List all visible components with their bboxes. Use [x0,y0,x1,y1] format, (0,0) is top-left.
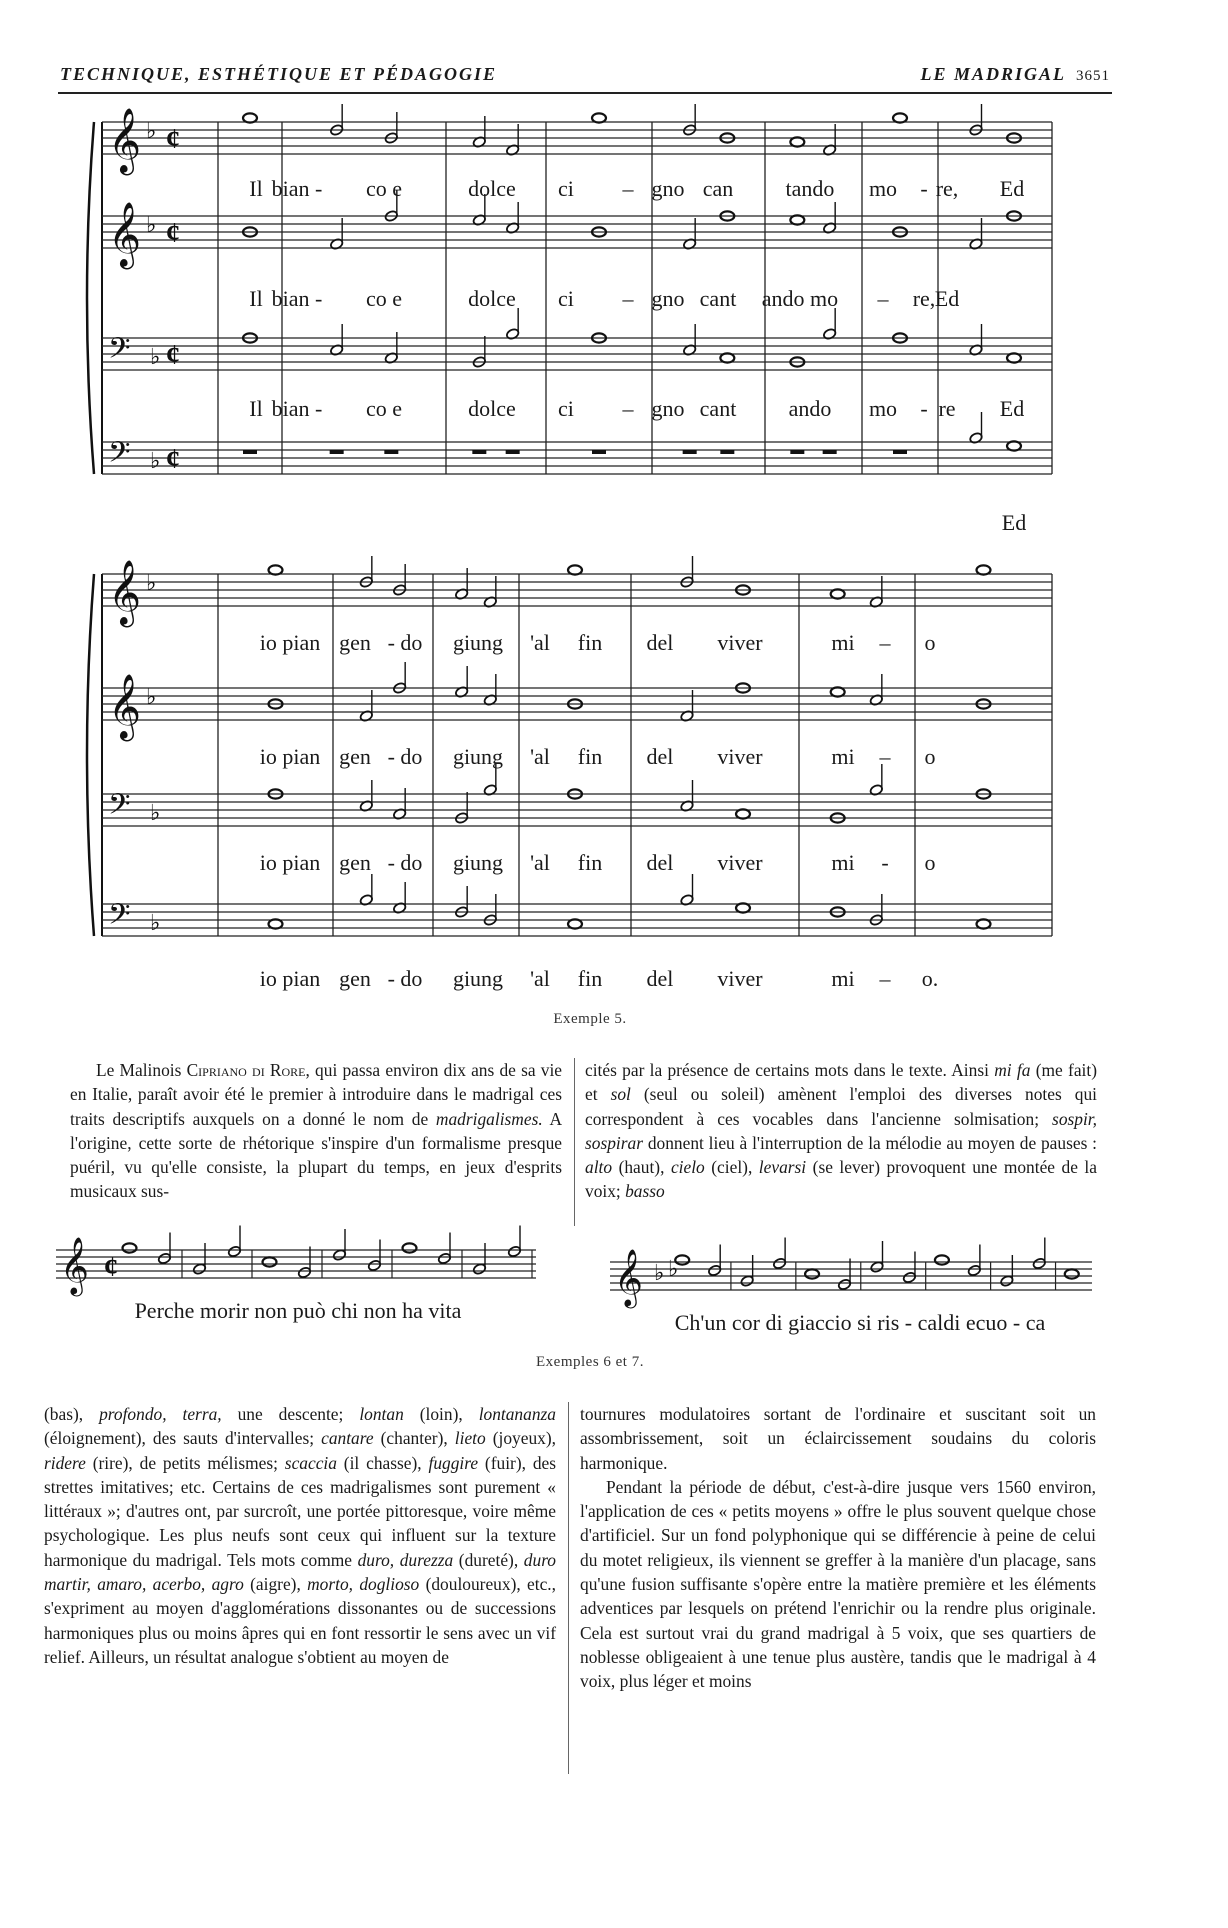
rest [506,450,520,454]
rest [790,450,804,454]
txt: (douloureux), etc., s'expriment au moyen d'agglomérations dissonantes ou de successions harmoniques plus ou moins âpres qui en font ressortir le sens avec un vif relief. Ailleurs, un résultat analogue s'obtient au moyen de [44,1574,556,1667]
treble-clef: 𝄞 [60,1237,89,1295]
lyric-sys1-v1: - [920,176,928,201]
lyric-sys2-v1: viver [717,630,763,655]
lyric-sys2-v2: io pian [259,744,321,769]
lyric-sys2-v2: – [879,744,891,769]
lyric-sys2-v1: mi [831,630,855,655]
txt: (me fait) et [585,1060,1098,1105]
rest [592,450,606,454]
word: alto [585,1157,613,1178]
whole-note [805,1269,819,1278]
bass-clef: 𝄢 [108,897,131,939]
word: sol [610,1084,631,1105]
lyric-sys1-v2: co e [365,286,403,311]
time-signature: ¢ [166,218,180,249]
text-col2-top [585,1058,1097,1204]
text-col2-bottom [580,1402,1096,1694]
lyric-sys2-v4: giung [452,966,504,991]
whole-note [1065,1269,1079,1278]
page-number: 3651 [1076,68,1110,84]
lyric-sys1-v3: mo [868,396,898,421]
txt: (haut), [612,1157,671,1178]
lyric-sys2-v4: o. [921,966,939,991]
lyric-sys1-v2: – [877,286,889,311]
word: lontananza [478,1404,556,1424]
rest [823,450,837,454]
txt: (ciel), [704,1157,759,1178]
whole-note [1007,441,1021,450]
lyric-sys1-v2: ando mo [761,286,839,311]
lyric-sys2-v4: viver [717,966,763,991]
lyric-sys2-v4: - do [387,966,423,991]
word: morto, doglioso [307,1574,420,1595]
lyric-sys2-v2: - do [387,744,423,769]
lyric-sys1-v4: Ed [1001,510,1027,535]
whole-note [935,1255,949,1264]
whole-note [592,113,606,122]
lyric-sys1-v3: gno [651,396,685,421]
lyric-sys2-v2: gen [339,744,371,769]
txt: cités par la présence de certains mots dans le texte. Ainsi [585,1060,995,1080]
paragraph-modulations: tournures modulatoires sortant de l'ordinaire et suscitant soit un assombrissement, soit un éclaircissement soudains du coloris harmonique. [580,1404,1096,1473]
whole-note [977,919,991,928]
lyric-sys2-v4: fin [577,966,603,991]
lyric-sys2-v2: giung [452,744,504,769]
examples67-caption: Exemples 6 et 7. [536,1354,644,1370]
word: lieto [454,1428,486,1449]
whole-note [269,565,283,574]
header-left-title: TECHNIQUE, ESTHÉTIQUE ET PÉDAGOGIE [60,64,498,84]
lyric-sys1-v1: mo [868,176,898,201]
lyric-sys1-v2: Il [249,286,263,311]
sys2-brace [87,574,94,936]
treble-clef: 𝄞 [108,201,142,267]
lyric-sys1-v3: re [938,396,956,421]
txt: Le Malinois [96,1060,187,1080]
lyric-sys2-v3: - [881,850,889,875]
lyric-sys1-v2: re, [912,286,936,311]
lyric-sys2-v4: io pian [259,966,321,991]
lyric-sys2-v3: gen [339,850,371,875]
paragraph-periode: Pendant la période de début, c'est-à-dire jusque vers 1560 environ, l'application de ces « petits moyens » offre le plus souvent quelque chose d'artificiel. Sur un fond polyphonique qui se différencie à peine de celui du motet religieux, ils viennent se greffer à la manière d'un placage, sans qu'une fusion suffisante s'opère entre la matière première et les éléments adventices par lesquels on prétend l'enrichir ou la rendre plus originale. Cela est surtout vrai du grand madrigal à 5 voix, que ses quartiers de noblesse obligeaient à une tenue plus austère, tandis que le madrigal à 4 voix, plus léger et moins [580,1476,1096,1692]
lyric-sys2-v4: – [879,966,891,991]
bass-clef: 𝄢 [108,331,131,373]
lyric-sys1-v3: Ed [999,396,1025,421]
lyric-sys1-v1: re, [935,176,959,201]
whole-note [893,113,907,122]
lyric-sys1-v3: ci [558,396,574,421]
whole-note [568,919,582,928]
bass-clef: 𝄢 [108,435,131,477]
txt: (éloignement), des sauts d'intervalles; [44,1428,322,1449]
word: duro, durezza [357,1549,454,1570]
lyric-sys2-v1: gen [339,630,371,655]
rest [243,450,257,454]
word: scaccia [284,1452,337,1473]
lyric-sys2-v1: del [646,630,674,655]
text-col1-top [70,1058,562,1204]
flat-sign: ♭ [146,685,157,710]
paragraph-rore [70,1058,562,1204]
whole-note [403,1243,417,1252]
rest [384,450,398,454]
flat-sign: ♭ [146,213,157,238]
example6-staff-lyric: Perche morir non può chi non ha vita [134,1298,462,1323]
treble-clef: 𝄞 [108,107,142,173]
word: fuggire [428,1452,479,1473]
flat-sign: ♭ [150,449,161,474]
lyric-sys2-v3: del [646,850,674,875]
txt: (se lever) provoquent une montée de la voix; [585,1157,1097,1202]
txt: (rire), de petits mélismes; [85,1452,285,1473]
lyric-sys1-v3: – [622,396,634,421]
txt: (il chasse), [336,1452,429,1473]
lyric-sys1-v3: ando [788,396,832,421]
lyric-sys2-v2: mi [831,744,855,769]
lyric-sys1-v3: co e [365,396,403,421]
lyric-sys1-v3: bian - [271,396,323,421]
txt: une descente; [221,1404,360,1424]
flat-sign: ♭ [150,801,161,826]
txt: (chanter), [373,1428,455,1449]
whole-note [269,919,283,928]
lyric-sys2-v4: gen [339,966,371,991]
word: cielo [670,1157,705,1178]
rest [893,450,907,454]
paragraph-words [585,1058,1097,1204]
lyric-sys1-v1: gno [651,176,685,201]
time-signature: ¢ [166,124,180,155]
txt: donnent lieu à l'interruption de la mélodie au moyen de pauses : [643,1132,1097,1153]
txt: (joyeux), [485,1428,557,1449]
whole-note [568,565,582,574]
whole-note [123,1243,137,1252]
paragraph-continued [44,1402,556,1669]
lyric-sys2-v2: fin [577,744,603,769]
rest [720,450,734,454]
lyric-sys1-v2: Ed [934,286,960,311]
lyric-sys2-v1: - do [387,630,423,655]
time-signature: ¢ [166,444,180,475]
word: levarsi [758,1157,807,1178]
flat-sign: ♭ [668,1257,679,1282]
lyric-sys2-v1: 'al [530,630,550,655]
lyric-sys2-v4: mi [831,966,855,991]
whole-note [1007,353,1021,362]
word: cantare [321,1428,374,1449]
whole-note [831,687,845,696]
lyric-sys2-v1: io pian [259,630,321,655]
lyric-sys1-v1: co e [365,176,403,201]
word: duro martir, amaro, acerbo, agro [44,1549,557,1595]
treble-clef: 𝄞 [108,673,142,739]
lyric-sys2-v3: - do [387,850,423,875]
flat-sign: ♭ [654,1261,665,1286]
lyric-sys2-v2: viver [717,744,763,769]
lyric-sys2-v3: o [924,850,936,875]
flat-sign: ♭ [146,571,157,596]
flat-sign: ♭ [146,119,157,144]
bass-clef: 𝄢 [108,787,131,829]
lyric-sys1-v2: – [622,286,634,311]
lyric-sys2-v2: del [646,744,674,769]
lyric-sys1-v3: dolce [468,396,516,421]
rest [683,450,697,454]
rest [330,450,344,454]
rest [472,450,486,454]
flat-sign: ♭ [150,345,161,370]
txt: (dureté), [453,1549,524,1570]
whole-note [831,589,845,598]
lyric-sys2-v3: viver [717,850,763,875]
word: sospir, sospirar [585,1108,1097,1153]
lyric-sys1-v2: cant [699,286,737,311]
lyric-sys1-v2: bian - [271,286,323,311]
composer-name: Cipriano di Rore [186,1060,306,1080]
sys1-brace [87,122,94,474]
whole-note [790,215,804,224]
lyric-sys1-v1: bian - [271,176,323,201]
lyric-sys2-v1: giung [452,630,504,655]
lyric-sys1-v2: dolce [468,286,516,311]
lyric-sys2-v4: del [646,966,674,991]
word: profondo, terra, [99,1404,222,1424]
column-rule-bottom [568,1402,569,1774]
lyric-sys2-v3: 'al [530,850,550,875]
lyric-sys2-v4: 'al [530,966,550,991]
lyric-sys2-v3: io pian [259,850,321,875]
lyric-sys1-v2: gno [651,286,685,311]
lyric-sys2-v1: fin [577,630,603,655]
lyric-sys2-v2: o [924,744,936,769]
lyric-sys2-v3: mi [831,850,855,875]
txt: (fuir), des strettes imitatives; etc. Certains de ces madrigalismes sont purement « littéraux »; d'autres ont, par surcroît, une portée pittoresque, voire même psychologique. Les plus neufs sont ceux qui influent sur la texture harmonique du madrigal. Tels mots comme [44,1452,556,1570]
whole-note [790,137,804,146]
whole-note [977,565,991,574]
txt: , qui passa environ dix ans de sa vie en Italie, paraît avoir été le premier à introduire dans le madrigal ces traits descriptifs auxquels on a donné le nom de [70,1060,563,1129]
txt: (bas), [44,1404,100,1424]
word: lontan [359,1404,404,1424]
word: basso [625,1181,665,1202]
lyric-sys2-v3: fin [577,850,603,875]
lyric-sys1-v3: - [920,396,928,421]
lyric-sys1-v1: tando [785,176,835,201]
lyric-sys1-v1: Ed [999,176,1025,201]
txt: (aigre), [243,1574,308,1595]
lyric-sys1-v1: can [702,176,734,201]
whole-note [243,113,257,122]
word: mi fa [994,1060,1031,1080]
whole-note [736,809,750,818]
lyric-sys1-v3: Il [249,396,263,421]
whole-note [720,353,734,362]
example5-caption: Exemple 5. [553,1011,627,1027]
lyric-sys2-v3: giung [452,850,504,875]
lyric-sys1-v1: dolce [468,176,516,201]
time-signature: ¢ [104,1252,118,1283]
txt: (loin), [403,1404,479,1424]
lyric-sys1-v3: cant [699,396,737,421]
lyric-sys1-v1: Il [249,176,263,201]
word: ridere [44,1452,86,1473]
lyric-sys2-v2: 'al [530,744,550,769]
lyric-sys1-v1: ci [558,176,574,201]
example7-staff-lyric: Ch'un cor di giaccio si ris - caldi ecuo - ca [674,1310,1046,1335]
lyric-sys2-v1: o [924,630,936,655]
lyric-sys1-v1: – [622,176,634,201]
term-madrigalismes: madrigalismes. [435,1108,543,1129]
treble-clef: 𝄞 [614,1249,643,1307]
header-section: LE MADRIGAL [920,64,1066,84]
text-col1-bottom [44,1402,556,1669]
time-signature: ¢ [166,340,180,371]
txt: (seul ou soleil) amènent l'emploi des diverses notes qui correspondent à ces vocables dans l'ancienne solmisation; [585,1084,1097,1129]
flat-sign: ♭ [150,911,161,936]
column-rule-top [574,1058,575,1226]
whole-note [736,903,750,912]
txt: A l'origine, cette sorte de rhétorique s'inspire d'un formalisme presque puéril, vu qu'elle consiste, la plupart du temps, en jeux d'esprits musicaux sus- [70,1108,562,1202]
lyric-sys2-v1: – [879,630,891,655]
treble-clef: 𝄞 [108,559,142,625]
whole-note [263,1257,277,1266]
lyric-sys1-v2: ci [558,286,574,311]
